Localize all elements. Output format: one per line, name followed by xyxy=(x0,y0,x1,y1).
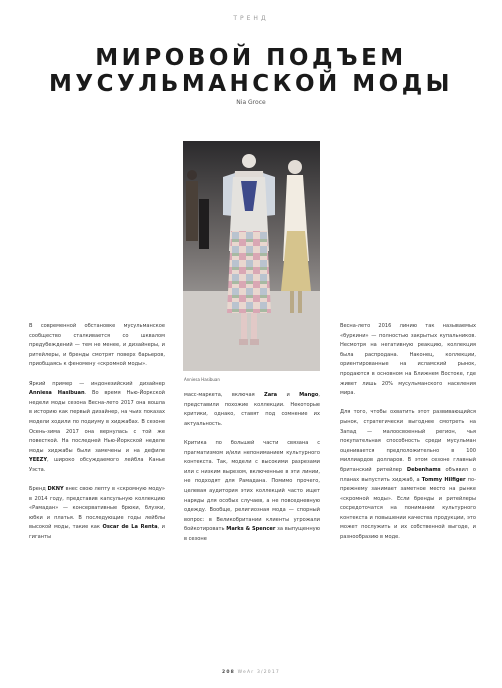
brand-tommy-hilfiger: Tommy Hilfiger xyxy=(421,476,466,483)
author-byline: Nia Groce xyxy=(236,99,266,106)
column-1 xyxy=(29,322,165,552)
col1-paragraph-1: В современной обстановке мусульманское сообщество сталкивается со шквалом предубеждений — тем не менее, и дизайнеры, и ритейлеры, и бренды смотрят поверх барьеров, приобщаясь к феномену «скромной моды». xyxy=(29,323,165,368)
column-2 xyxy=(184,391,320,554)
article-title xyxy=(0,45,502,97)
col1-paragraph-2: Яркий пример — индонезийский дизайнер Anniesa Hasibuan. Во время Нью-Йоркской недели моды сезона Весна-лето 2017 она вошла в историю как первый дизайнер, на чьих показах модели ходили по подиуму в хиджабах. В сезоне Осень-зима 2017 она вернулась с той же повесткой. На последней Нью-Йоркской неделе моды хиджабы были замечены и на дефиле YEEZY, широко обсуждаемого лейбла Канье Уэста. xyxy=(29,380,165,473)
col3-paragraph-1: Весна-лето 2016 линию так называемых «буркини» — полностью закрытых купальников. Несмотря на негативную реакцию, коллекция была распродана. Наконец, коллекции, ориентированные на исламский рынок, продаются в основном на Ближнем Востоке, где живет лишь 20% мусульманского населения мира. xyxy=(340,323,476,397)
designer-name: Anniesa Hasibuan xyxy=(29,390,85,397)
page-number: 208 xyxy=(222,670,235,675)
runway-photo-illustration xyxy=(183,141,320,371)
column-3 xyxy=(340,322,476,552)
title-line-2: МУСУЛЬМАНСКОЙ МОДЫ xyxy=(48,71,454,97)
page-footer xyxy=(0,670,502,675)
brand-zara: Zara xyxy=(264,392,278,398)
col2-paragraph-1: масс-маркета, включая Zara и Mango, представили похожие коллекции. Некоторые критики, однако, ставят под сомнение их актуальность. xyxy=(184,392,320,427)
brand-oscar-de-la-renta: Oscar de La Renta xyxy=(102,524,158,531)
runway-photo xyxy=(183,141,320,371)
magazine-issue: WeAr 3/2017 xyxy=(237,670,280,675)
col3-paragraph-2: Для того, чтобы охватить этот развивающийся рынок, стратегически выгоднее смотреть на Запад — малоосвоенный регион, чья покупательная способность среди мусульман оценивается предположительно в 100 миллиардов долларов. В этом сезоне главный британский ритейлер Debenhams объявил о планах выпустить хиджаб, а Tommy Hilfiger по-прежнему занимает заметное место на рынке «скромной моды». Если бренды и ритейлеры сосредоточатся на понимании культурного контекста и повышении качества продукции, это может послужить и их собственной выгоде, и разнообразию в моде. xyxy=(340,409,477,541)
photo-caption: Anniesa Hasibuan xyxy=(184,377,220,382)
brand-dkny: DKNY xyxy=(47,486,64,493)
col1-paragraph-3: Бренд DKNY внес свою лепту в «скромную моду» в 2014 году, представив капсульную коллекцию «Рамадан» — консервативные брюки, блузки, юбки и платья. В последующие годы лейблы высокой моды, такие как Oscar de La Renta, и гиганты xyxy=(29,486,165,541)
brand-mango: Mango xyxy=(299,392,319,398)
brand-debenhams: Debenhams xyxy=(406,466,441,473)
col2-paragraph-2: Критика по большей части связана с прагматизмом и/или непониманием культурного контекста. Так, модели с высокими разрезами или с низким вырезом, включенные в эти линии, не подходят для Рамадана. Помимо прочего, целевая аудитория этих коллекций часто ищет наряды для особых случаев, а не повседневную одежду. Вообще, религиозная мода — спорный вопрос: в Великобритании клиенты угрожали бойкотировать Marks & Spencer за выпущенную в сезоне xyxy=(184,439,320,542)
title-line-1: МИРОВОЙ ПОДЪЕМ xyxy=(95,45,407,71)
brand-marks-spencer: Marks & Spencer xyxy=(226,526,276,533)
brand-yeezy: YEEZY xyxy=(29,457,48,464)
section-label: ТРЕНД xyxy=(233,15,269,22)
